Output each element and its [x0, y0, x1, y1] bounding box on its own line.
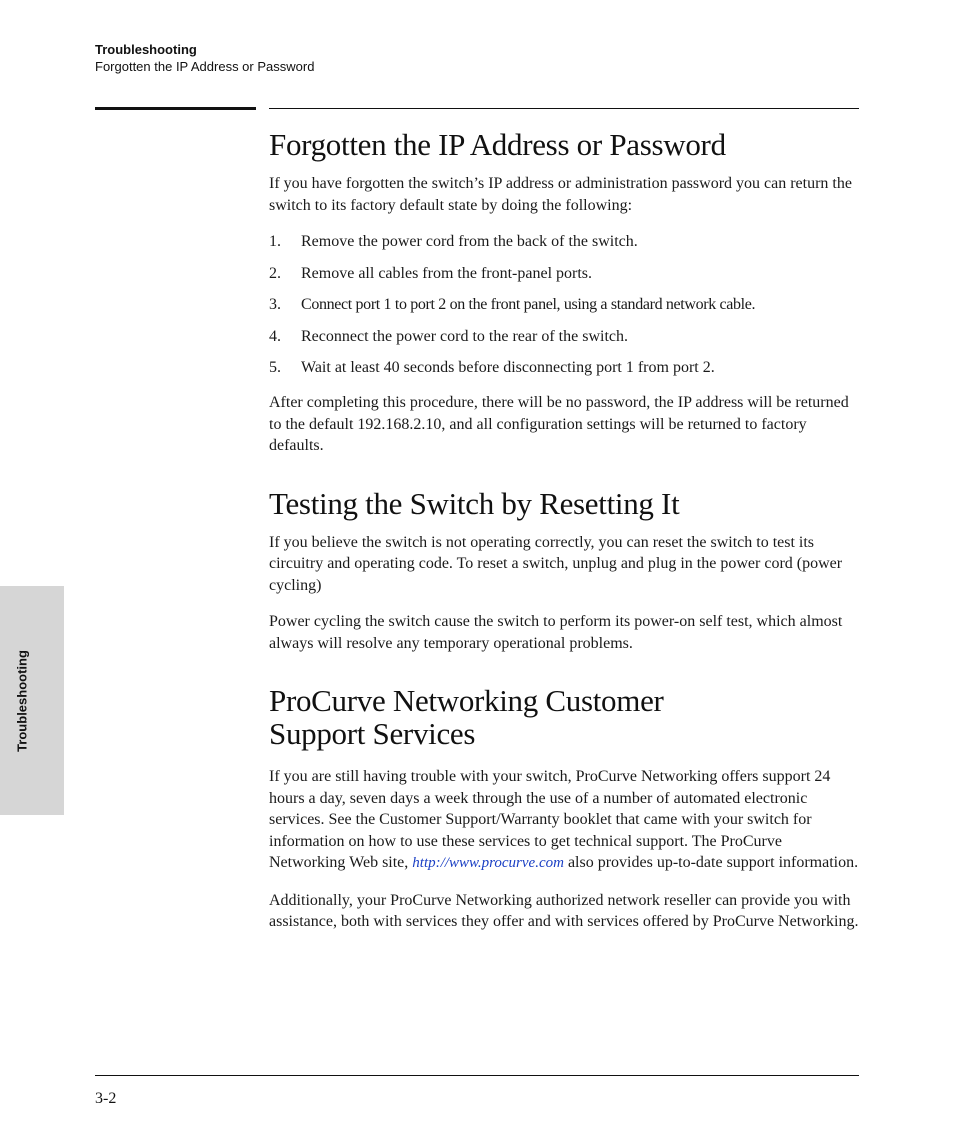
- side-tab-label: Troubleshooting: [14, 650, 30, 752]
- step-text: Remove all cables from the front-panel ports.: [301, 264, 593, 282]
- support-text-after: also provides up-to-date support information.: [563, 854, 859, 871]
- support-text-before: If you are still having trouble with your switch, ProCurve Networking offers support 24 hours a day, seven days a week through the use of a number of automated electronic services. See the Customer Support/Warranty booklet that came with your switch for information on how to use these services to get technical support. The ProCurve Networking Web site,: [269, 768, 831, 871]
- outro-paragraph: After completing this procedure, there will be no password, the IP address will be returned to the default 192.168.2.10, and all configuration settings will be returned to factory defaults.: [269, 394, 849, 454]
- step-number: 5.: [269, 359, 281, 376]
- header-rule-thin: [269, 108, 859, 109]
- step-number: 2.: [269, 264, 281, 282]
- list-item: [269, 263, 859, 284]
- list-item: [269, 357, 859, 378]
- side-tab: [0, 586, 64, 815]
- heading-line-1: ProCurve Networking Customer: [269, 683, 664, 718]
- page-number: 3-2: [95, 1090, 117, 1107]
- step-text: Wait at least 40 seconds before disconnecting port 1 from port 2.: [301, 359, 715, 376]
- step-text: Connect port 1 to port 2 on the front panel, using a standard network cable.: [301, 296, 756, 313]
- step-number: 3.: [269, 296, 281, 313]
- list-item: [269, 326, 859, 347]
- heading-forgotten-ip: Forgotten the IP Address or Password: [269, 127, 726, 162]
- list-item: [269, 294, 859, 315]
- step-text: Remove the power cord from the back of the switch.: [301, 233, 638, 250]
- list-item: [269, 231, 859, 252]
- header-rule-thick: [95, 107, 256, 110]
- header-section-title: Troubleshooting: [95, 42, 197, 57]
- footer-rule: [95, 1075, 859, 1076]
- step-number: 4.: [269, 327, 281, 345]
- reseller-paragraph: Additionally, your ProCurve Networking authorized network reseller can provide you with assistance, both with services they offer and with services offered by ProCurve Networking.: [269, 891, 859, 930]
- steps-list: [269, 231, 859, 378]
- running-header: [95, 41, 314, 75]
- reset-paragraph: If you believe the switch is not operating correctly, you can reset the switch to test its circuitry and operating code. To reset a switch, unplug and plug in the power cord (power cycling): [269, 533, 843, 594]
- step-text: Reconnect the power cord to the rear of the switch.: [301, 327, 628, 345]
- procurve-link[interactable]: http://www.procurve.com: [412, 855, 564, 871]
- heading-customer-support: [269, 684, 859, 750]
- header-subsection-title: Forgotten the IP Address or Password: [95, 59, 315, 74]
- intro-paragraph: If you have forgotten the switch’s IP address or administration password you can return the switch to its factory default state by doing the following:: [269, 175, 852, 214]
- page-body: [269, 128, 859, 948]
- step-number: 1.: [269, 233, 281, 250]
- support-paragraph: [269, 766, 859, 875]
- heading-line-2: Support Services: [269, 716, 476, 751]
- power-cycle-paragraph: Power cycling the switch cause the switch to perform its power-on self test, which almost always will resolve any temporary operational problems.: [269, 613, 843, 652]
- heading-testing-switch: Testing the Switch by Resetting It: [269, 485, 680, 521]
